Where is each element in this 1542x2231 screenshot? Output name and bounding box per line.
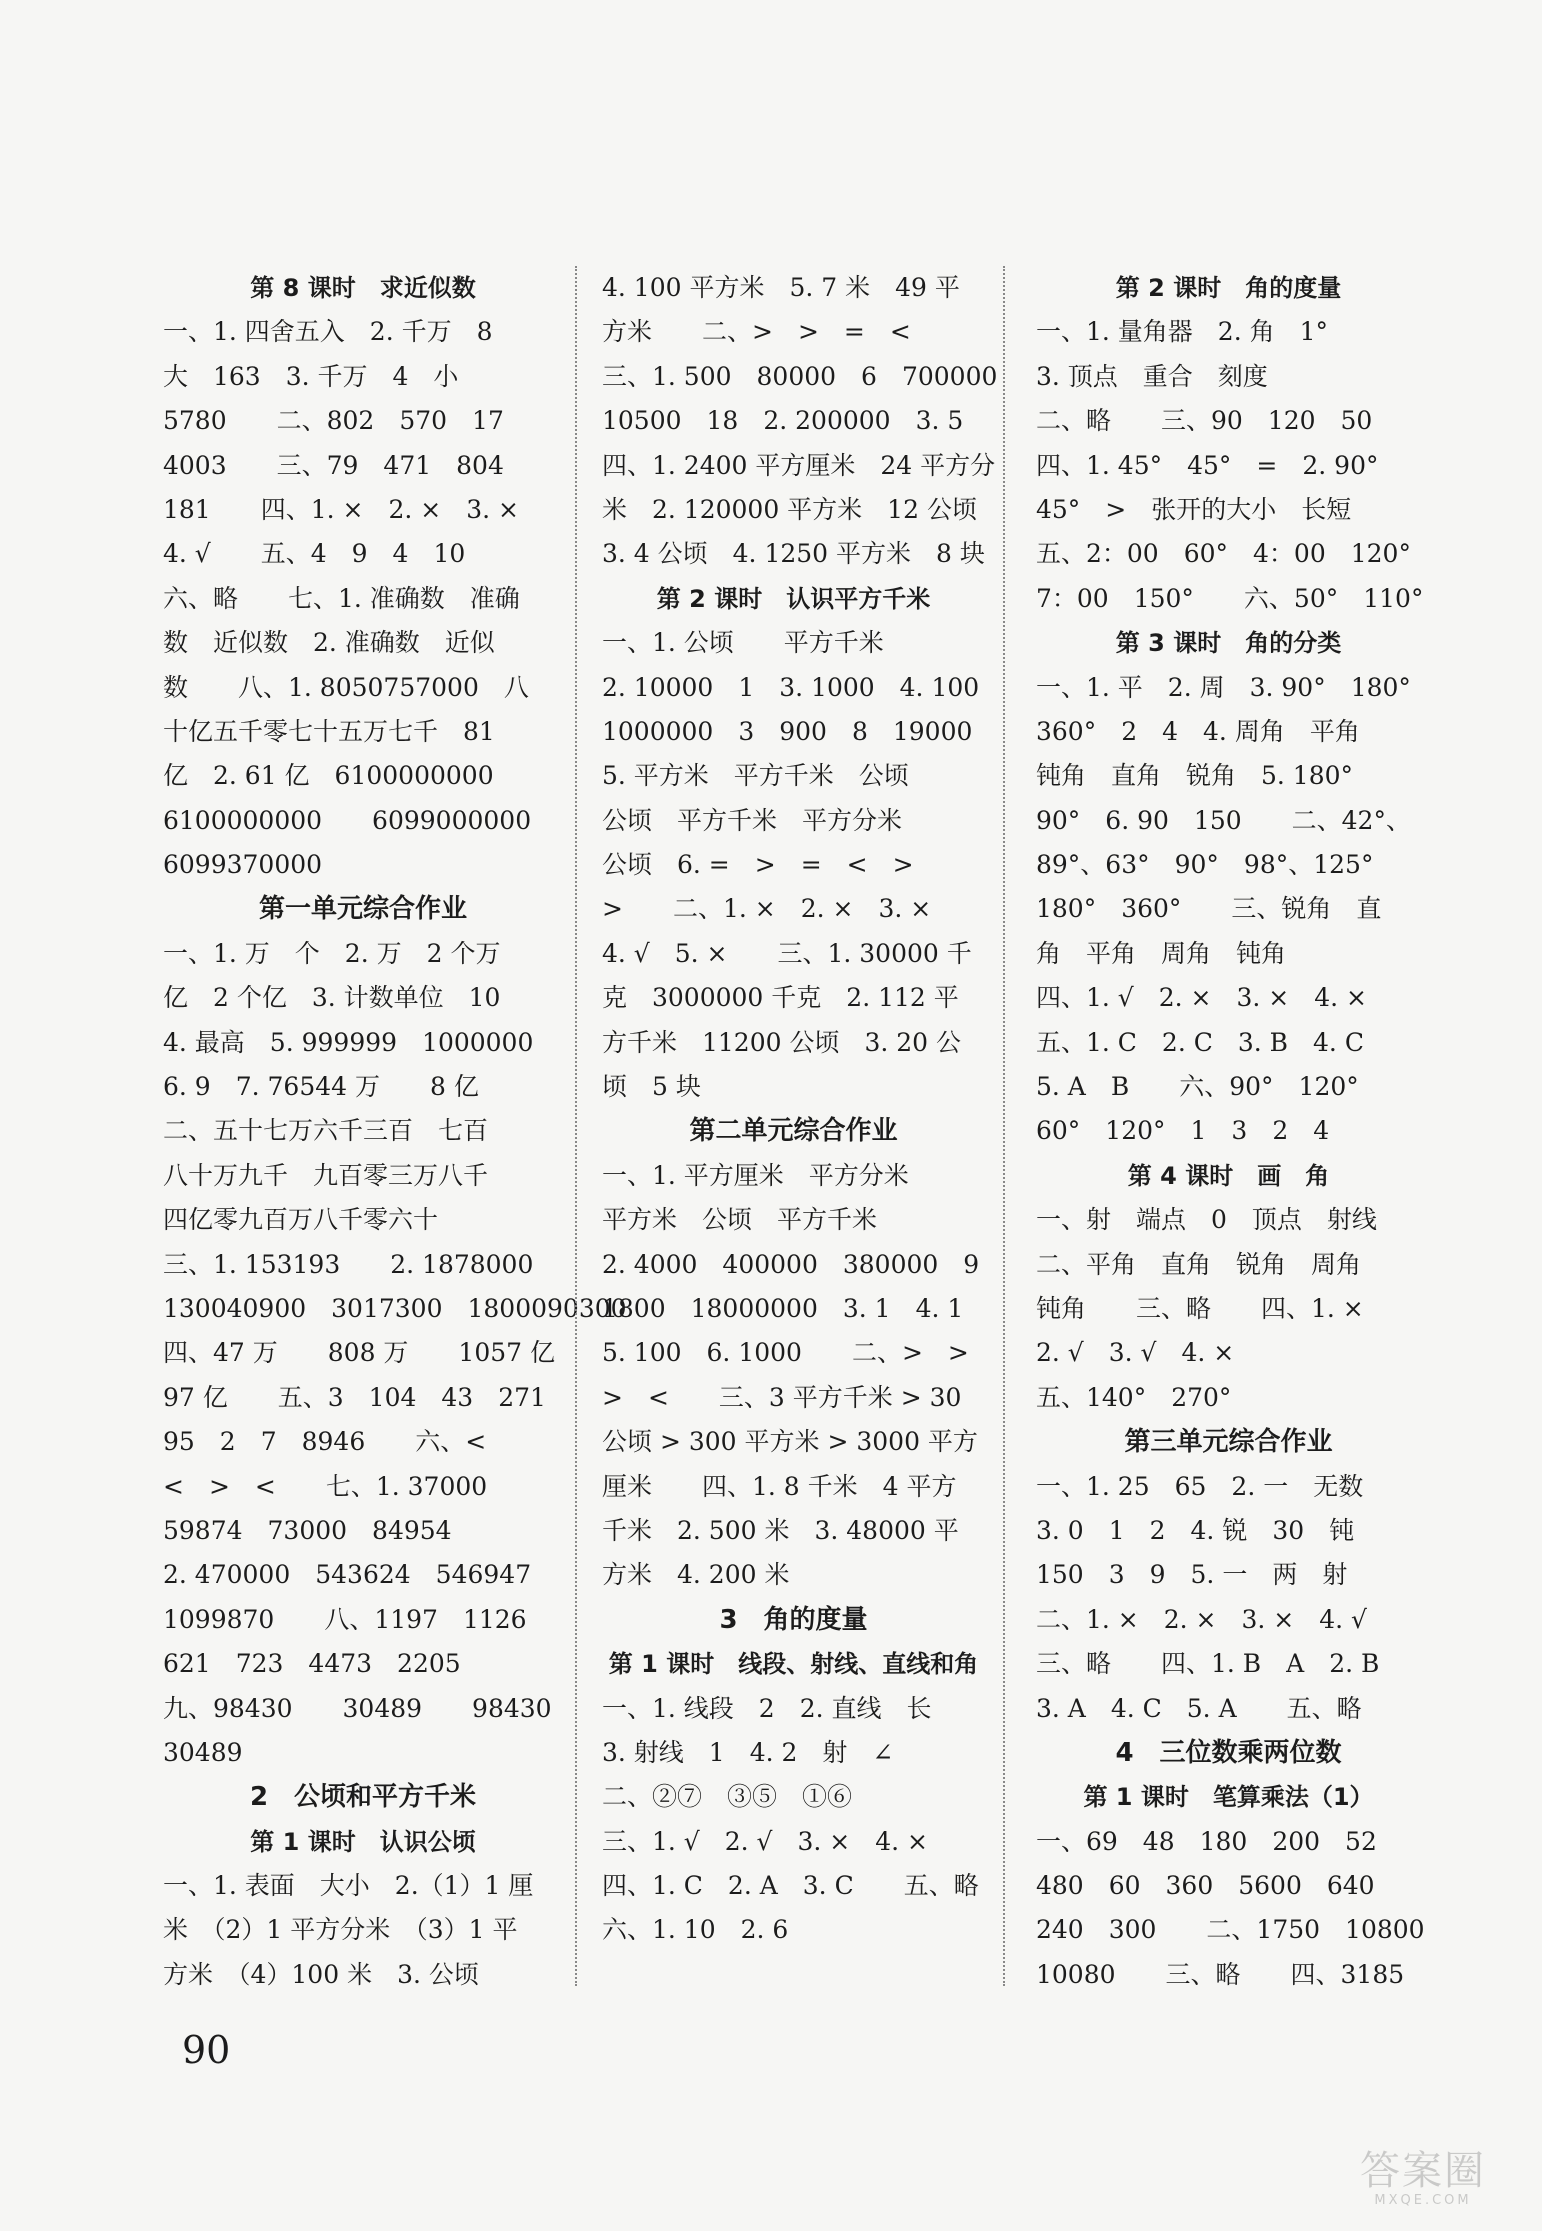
answer-line: 千米 2. 500 米 3. 48000 平 bbox=[602, 1515, 959, 1545]
answer-line: 130040900 3017300 1800090300 bbox=[163, 1293, 627, 1323]
answer-line: 二、②⑦ ③⑤ ①⑥ bbox=[602, 1782, 853, 1812]
answer-column-right bbox=[1036, 266, 1425, 1997]
answer-line: 181 四、1. × 2. × 3. × bbox=[163, 494, 519, 524]
answer-line: 厘米 四、1. 8 千米 4 平方 bbox=[602, 1471, 957, 1501]
answer-line: 一、1. 四舍五入 2. 千万 8 bbox=[163, 317, 493, 347]
answer-line: 一、1. 平方厘米 平方分米 bbox=[602, 1160, 909, 1190]
answer-line: 2. √ 3. √ 4. × bbox=[1036, 1338, 1235, 1368]
answer-line: 米 （2）1 平方分米 （3）1 平 bbox=[163, 1915, 518, 1945]
answer-line: 公顷 平方千米 平方分米 bbox=[602, 805, 903, 835]
answer-line: 1000000 3 900 8 19000 bbox=[602, 716, 973, 746]
answer-line: 60° 120° 1 3 2 4 bbox=[1036, 1116, 1330, 1146]
answer-line: 四亿零九百万八千零六十 bbox=[163, 1205, 439, 1235]
answer-line: 方千米 11200 公顷 3. 20 公 bbox=[602, 1027, 962, 1057]
answer-line: 五、140° 270° bbox=[1036, 1382, 1232, 1412]
section-heading: 第 3 课时 角的分类 bbox=[1115, 629, 1342, 658]
answer-line: 四、1. C 2. A 3. C 五、略 bbox=[602, 1871, 979, 1901]
answer-line: 一、射 端点 0 顶点 射线 bbox=[1036, 1205, 1377, 1235]
watermark-logo bbox=[1328, 2149, 1518, 2213]
answer-line: 59874 73000 84954 bbox=[163, 1515, 452, 1545]
section-heading: 第 8 课时 求近似数 bbox=[250, 274, 476, 302]
answer-line: 3. 射线 1 4. 2 射 ∠ bbox=[602, 1737, 894, 1767]
answer-line: 四、1. 45° 45° = 2. 90° bbox=[1036, 450, 1379, 480]
answer-line: 方米 4. 200 米 bbox=[602, 1560, 790, 1590]
answer-line: 角 平角 周角 钝角 bbox=[1036, 938, 1287, 968]
answer-line: 5. A B 六、90° 120° bbox=[1036, 1072, 1359, 1102]
answer-line: 480 60 360 5600 640 bbox=[1036, 1871, 1375, 1901]
answer-line: 公顷 > 300 平方米 > 3000 平方 bbox=[602, 1427, 978, 1457]
answer-line: 亿 2 个亿 3. 计数单位 10 bbox=[163, 983, 501, 1013]
answer-line: 2. 4000 400000 380000 9 bbox=[602, 1249, 980, 1279]
answer-line: 4. √ 五、4 9 4 10 bbox=[163, 539, 466, 569]
answer-line: 3. A 4. C 5. A 五、略 bbox=[1036, 1693, 1362, 1723]
section-heading: 第二单元综合作业 bbox=[689, 1116, 898, 1147]
section-heading: 2 公顷和平方千米 bbox=[249, 1782, 477, 1813]
answer-line: 方米 （4）100 米 3. 公顷 bbox=[163, 1959, 479, 1989]
section-heading: 4 三位数乘两位数 bbox=[1115, 1737, 1342, 1768]
section-heading: 第三单元综合作业 bbox=[1124, 1427, 1333, 1458]
answer-line: 89°、63° 90° 98°、125° bbox=[1036, 850, 1374, 880]
answer-line: 一、1. 公顷 平方千米 bbox=[602, 628, 884, 658]
answer-line: 4. 最高 5. 999999 1000000 bbox=[163, 1027, 534, 1057]
answer-line: 六、1. 10 2. 6 bbox=[602, 1915, 789, 1945]
answer-line: 3. 顶点 重合 刻度 bbox=[1036, 361, 1268, 391]
answer-line: 顷 5 块 bbox=[602, 1072, 701, 1102]
answer-line: 6100000000 6099000000 bbox=[163, 805, 532, 835]
answer-line: 6099370000 bbox=[163, 850, 323, 880]
watermark-url: MXQE.COM bbox=[1374, 2193, 1472, 2208]
section-heading: 第 1 课时 笔算乘法（1） bbox=[1083, 1783, 1374, 1812]
answer-line: 97 亿 五、3 104 43 271 bbox=[163, 1382, 546, 1412]
answer-line: 一、1. 万 个 2. 万 2 个万 bbox=[163, 938, 501, 968]
answer-line: 方米 二、> > = < bbox=[602, 317, 911, 347]
answer-line: 四、47 万 808 万 1057 亿 bbox=[163, 1338, 555, 1368]
answer-line: 3. 0 1 2 4. 锐 30 钝 bbox=[1036, 1515, 1355, 1545]
answer-line: 1800 18000000 3. 1 4. 1 bbox=[602, 1293, 964, 1323]
section-heading: 3 角的度量 bbox=[719, 1604, 868, 1635]
answer-line: 三、略 四、1. B A 2. B bbox=[1036, 1649, 1380, 1679]
answer-line: 10080 三、略 四、3185 bbox=[1036, 1959, 1405, 1989]
section-heading: 第 2 课时 角的度量 bbox=[1115, 274, 1342, 302]
answer-line: 一、69 48 180 200 52 bbox=[1036, 1826, 1377, 1856]
answer-line: 三、1. 500 80000 6 700000 bbox=[602, 361, 998, 391]
answer-line: > < 三、3 平方千米 > 30 bbox=[602, 1382, 962, 1412]
section-heading: 第 4 课时 画 角 bbox=[1127, 1161, 1330, 1190]
answer-line: 4. 100 平方米 5. 7 米 49 平 bbox=[602, 273, 960, 302]
answer-line: 95 2 7 8946 六、< bbox=[163, 1427, 487, 1457]
answer-line: 30489 bbox=[163, 1737, 243, 1767]
section-heading: 第 1 课时 认识公顷 bbox=[250, 1827, 476, 1856]
answer-line: 45° > 张开的大小 长短 bbox=[1036, 494, 1352, 524]
answer-line: 2. 10000 1 3. 1000 4. 100 bbox=[602, 672, 980, 702]
answer-line: 二、五十七万六千三百 七百 bbox=[163, 1116, 489, 1146]
answer-line: 十亿五千零七十五万七千 81 bbox=[163, 716, 495, 746]
answer-line: 四、1. √ 2. × 3. × 4. × bbox=[1036, 983, 1367, 1013]
section-heading: 第 2 课时 认识平方千米 bbox=[656, 584, 931, 613]
answer-line: 5780 二、802 570 17 bbox=[163, 406, 504, 436]
answer-line: 5. 100 6. 1000 二、> > bbox=[602, 1338, 969, 1368]
answer-line: 公顷 6. = > = < > bbox=[602, 850, 914, 880]
answer-line: 二、平角 直角 锐角 周角 bbox=[1036, 1249, 1362, 1279]
section-heading: 第一单元综合作业 bbox=[258, 894, 467, 925]
answer-line: 大 163 3. 千万 4 小 bbox=[163, 361, 459, 391]
answer-column-left bbox=[163, 266, 627, 1997]
answer-line: 1099870 八、1197 1126 bbox=[163, 1604, 527, 1634]
answer-line: 八十万九千 九百零三万八千 bbox=[163, 1160, 489, 1190]
watermark-logo-text: 答案圈 bbox=[1360, 2148, 1486, 2194]
answer-line: 10500 18 2. 200000 3. 5 bbox=[602, 406, 964, 436]
answer-line: 3. 4 公顷 4. 1250 平方米 8 块 bbox=[602, 539, 985, 569]
page-number: 90 bbox=[182, 2028, 231, 2072]
answer-line: 2. 470000 543624 546947 bbox=[163, 1560, 532, 1590]
answer-line: 150 3 9 5. 一 两 射 bbox=[1036, 1560, 1348, 1590]
answer-line: 数 近似数 2. 准确数 近似 bbox=[163, 628, 495, 658]
answer-line: 6. 9 7. 76544 万 8 亿 bbox=[163, 1072, 479, 1102]
answer-line: 二、1. × 2. × 3. × 4. √ bbox=[1036, 1604, 1367, 1634]
answer-line: 九、98430 30489 98430 bbox=[163, 1693, 552, 1723]
answer-line: 一、1. 线段 2 2. 直线 长 bbox=[602, 1693, 932, 1723]
answer-line: < > < 七、1. 37000 bbox=[163, 1471, 488, 1501]
answer-line: 一、1. 25 65 2. 一 无数 bbox=[1036, 1471, 1364, 1501]
answer-line: 240 300 二、1750 10800 bbox=[1036, 1915, 1425, 1945]
answer-line: 三、1. √ 2. √ 3. × 4. × bbox=[602, 1826, 928, 1856]
answer-line: 4. √ 5. × 三、1. 30000 千 bbox=[602, 938, 972, 968]
answer-line: 7：00 150° 六、50° 110° bbox=[1036, 583, 1424, 613]
answer-line: 360° 2 4 4. 周角 平角 bbox=[1036, 716, 1360, 746]
answer-line: 90° 6. 90 150 二、42°、 bbox=[1036, 805, 1411, 835]
answer-line: 数 八、1. 8050757000 八 bbox=[163, 672, 529, 702]
answer-line: 二、略 三、90 120 50 bbox=[1036, 406, 1373, 436]
answer-line: 钝角 三、略 四、1. × bbox=[1036, 1293, 1364, 1323]
answer-line: 621 723 4473 2205 bbox=[163, 1649, 461, 1679]
answer-line: > 二、1. × 2. × 3. × bbox=[602, 894, 932, 924]
answer-line: 四、1. 2400 平方厘米 24 平方分 bbox=[602, 450, 996, 480]
answer-line: 一、1. 表面 大小 2.（1）1 厘 bbox=[163, 1871, 534, 1901]
answer-column-middle bbox=[602, 266, 998, 1953]
answer-line: 4003 三、79 471 804 bbox=[163, 450, 504, 480]
answer-line: 180° 360° 三、锐角 直 bbox=[1036, 894, 1382, 924]
answer-line: 米 2. 120000 平方米 12 公顷 bbox=[602, 494, 977, 524]
answer-line: 一、1. 平 2. 周 3. 90° 180° bbox=[1036, 672, 1411, 702]
answer-line: 五、1. C 2. C 3. B 4. C bbox=[1036, 1027, 1364, 1057]
answer-line: 克 3000000 千克 2. 112 平 bbox=[602, 983, 959, 1013]
column-divider bbox=[575, 266, 577, 1986]
answer-line: 5. 平方米 平方千米 公顷 bbox=[602, 761, 909, 791]
answer-line: 六、略 七、1. 准确数 准确 bbox=[163, 583, 520, 613]
section-heading: 第 1 课时 线段、射线、直线和角 bbox=[608, 1650, 979, 1679]
answer-line: 三、1. 153193 2. 1878000 bbox=[163, 1249, 534, 1279]
answer-line: 平方米 公顷 平方千米 bbox=[602, 1205, 878, 1235]
answer-line: 五、2：00 60° 4：00 120° bbox=[1036, 539, 1411, 569]
answer-line: 亿 2. 61 亿 6100000000 bbox=[163, 761, 494, 791]
answer-line: 钝角 直角 锐角 5. 180° bbox=[1036, 761, 1354, 791]
column-divider bbox=[1003, 266, 1005, 1986]
answer-line: 一、1. 量角器 2. 角 1° bbox=[1036, 317, 1329, 347]
